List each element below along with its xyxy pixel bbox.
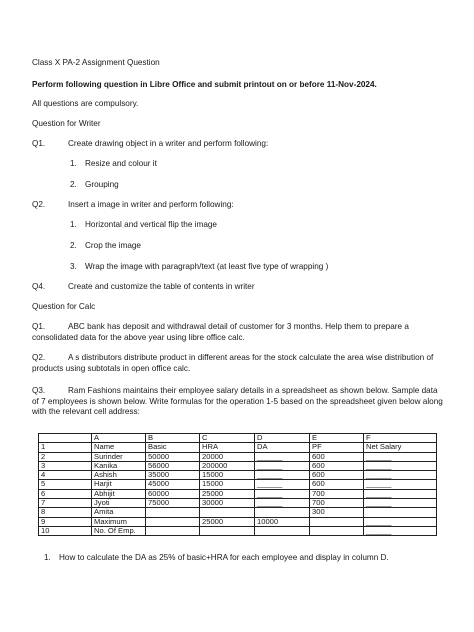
- table-cell: ______: [255, 452, 310, 461]
- table-cell: DA: [255, 443, 310, 452]
- item-text: Resize and colour it: [85, 159, 157, 168]
- writer-heading: Question for Writer: [32, 119, 101, 128]
- q-number: Q2.: [32, 200, 46, 209]
- table-cell: [255, 508, 310, 517]
- table-row: [39, 517, 437, 526]
- item-text: Grouping: [85, 180, 119, 189]
- followup-question: [32, 553, 444, 564]
- table-cell: [200, 526, 255, 535]
- table-cell: Net Salary: [364, 443, 437, 452]
- table-cell: ______: [364, 499, 437, 508]
- calc-q2: [32, 353, 444, 374]
- list-item: [70, 159, 444, 170]
- calc-q3: [32, 386, 444, 418]
- table-cell: 600: [310, 461, 364, 470]
- row-number-cell: 5: [39, 480, 92, 489]
- table-cell: ______: [364, 480, 437, 489]
- table-cell: 10000: [255, 517, 310, 526]
- row-number-cell: 10: [39, 526, 92, 535]
- table-cell: ______: [255, 471, 310, 480]
- table-cell: [146, 508, 200, 517]
- item-number: 2.: [70, 241, 77, 250]
- table-cell: HRA: [200, 443, 255, 452]
- table-cell: 20000: [200, 452, 255, 461]
- item-text: Crop the image: [85, 241, 141, 250]
- writer-q4: [32, 282, 444, 293]
- table-cell: [146, 517, 200, 526]
- table-cell: Surinder: [92, 452, 146, 461]
- table-column-letters: [39, 434, 437, 443]
- table-cell: Jyoti: [92, 499, 146, 508]
- table-cell: ______: [364, 452, 437, 461]
- q-text: ABC bank has deposit and withdrawal detail of customer for 3 months. Help them to prepare a consolidated data for the above year using libre office calc.: [32, 322, 409, 342]
- q-number: Q3.: [32, 386, 46, 395]
- table-cell: Abhijit: [92, 489, 146, 498]
- table-cell: F: [364, 434, 437, 443]
- table-cell: Name: [92, 443, 146, 452]
- table-cell: ______: [364, 489, 437, 498]
- instruction-line: Perform following question in Libre Office and submit printout on or before 11-Nov-2024.: [32, 80, 377, 89]
- q-text: Ram Fashions maintains their employee salary details in a spreadsheet as shown below. Sample data of 7 employees is shown below. Write formulas for the operation 1-5 based on the spreadsheet given below along with the relevant cell address:: [32, 386, 443, 416]
- table-cell: Ashish: [92, 471, 146, 480]
- table-cell: PF: [310, 443, 364, 452]
- doc-header: Class X PA-2 Assignment Question: [32, 58, 160, 67]
- table-row: [39, 499, 437, 508]
- table-cell: 60000: [146, 489, 200, 498]
- row-number-cell: 3: [39, 461, 92, 470]
- table-cell: 56000: [146, 461, 200, 470]
- row-number-cell: 4: [39, 471, 92, 480]
- writer-q1: [32, 139, 444, 150]
- table-cell: ______: [255, 461, 310, 470]
- table-cell: 600: [310, 452, 364, 461]
- table-cell: A: [92, 434, 146, 443]
- q-text: A s distributors distribute product in different areas for the stock calculate the area wise distribution of products using subtotals in open office calc.: [32, 353, 434, 373]
- q-number: Q4.: [32, 282, 46, 291]
- row-number-cell: 8: [39, 508, 92, 517]
- table-cell: ______: [255, 489, 310, 498]
- table-cell: 15000: [200, 480, 255, 489]
- item-text: Horizontal and vertical flip the image: [85, 220, 217, 229]
- table-cell: ______: [364, 526, 437, 535]
- table-cell: Kanika: [92, 461, 146, 470]
- list-item: [70, 262, 444, 273]
- table-cell: [255, 526, 310, 535]
- table-row: [39, 508, 437, 517]
- table-cell: E: [310, 434, 364, 443]
- q-text: Insert a image in writer and perform following:: [68, 200, 234, 209]
- writer-q2: [32, 200, 444, 211]
- table-cell: 300: [310, 508, 364, 517]
- item-number: 1.: [70, 220, 77, 229]
- list-item: [70, 180, 444, 191]
- table-cell: 600: [310, 480, 364, 489]
- table-cell: 50000: [146, 452, 200, 461]
- table-cell: 35000: [146, 471, 200, 480]
- table-cell: 30000: [200, 499, 255, 508]
- table-row: [39, 452, 437, 461]
- table-cell: 75000: [146, 499, 200, 508]
- table-cell: 15000: [200, 471, 255, 480]
- item-number: 1.: [70, 159, 77, 168]
- table-cell: 700: [310, 489, 364, 498]
- calc-heading: Question for Calc: [32, 302, 96, 311]
- table-cell: Harjit: [92, 480, 146, 489]
- table-cell: C: [200, 434, 255, 443]
- row-number-cell: 1: [39, 443, 92, 452]
- q-number: Q1.: [32, 139, 46, 148]
- table-cell: Basic: [146, 443, 200, 452]
- list-item: [70, 220, 444, 231]
- table-cell: 200000: [200, 461, 255, 470]
- q-text: Create drawing object in a writer and perform following:: [68, 139, 269, 148]
- table-cell: 45000: [146, 480, 200, 489]
- table-row: [39, 526, 437, 535]
- table-cell: Maximum: [92, 517, 146, 526]
- row-number-cell: 6: [39, 489, 92, 498]
- table-cell: [310, 526, 364, 535]
- item-text: Wrap the image with paragraph/text (at least five type of wrapping ): [85, 262, 329, 271]
- list-item: [70, 241, 444, 252]
- table-row: [39, 471, 437, 480]
- calc-q1: [32, 322, 444, 343]
- table-cell: 600: [310, 471, 364, 480]
- compulsory-note: All questions are compulsory.: [32, 99, 139, 108]
- row-number-cell: 7: [39, 499, 92, 508]
- item-number: 2.: [70, 180, 77, 189]
- item-text: How to calculate the DA as 25% of basic+HRA for each employee and display in column D.: [59, 553, 389, 562]
- table-cell: 25000: [200, 517, 255, 526]
- table-cell: [200, 508, 255, 517]
- row-number-cell: [39, 434, 92, 443]
- table-row: [39, 480, 437, 489]
- q-number: Q1.: [32, 322, 46, 331]
- item-number: 3.: [70, 262, 77, 271]
- item-number: 1.: [44, 553, 51, 562]
- table-row: [39, 489, 437, 498]
- table-cell: ______: [364, 471, 437, 480]
- table-cell: ______: [364, 517, 437, 526]
- q-text: Create and customize the table of contents in writer: [68, 282, 255, 291]
- table-cell: [364, 508, 437, 517]
- table-cell: ______: [255, 480, 310, 489]
- q-number: Q2.: [32, 353, 46, 362]
- table-cell: [310, 517, 364, 526]
- row-number-cell: 9: [39, 517, 92, 526]
- table-cell: ______: [255, 499, 310, 508]
- table-cell: ______: [364, 461, 437, 470]
- table-row: [39, 443, 437, 452]
- table-cell: 25000: [200, 489, 255, 498]
- table-cell: 700: [310, 499, 364, 508]
- table-cell: B: [146, 434, 200, 443]
- table-cell: D: [255, 434, 310, 443]
- table-cell: Amita: [92, 508, 146, 517]
- row-number-cell: 2: [39, 452, 92, 461]
- salary-table: [38, 433, 437, 536]
- table-row: [39, 461, 437, 470]
- table-cell: No. Of Emp.: [92, 526, 146, 535]
- table-cell: [146, 526, 200, 535]
